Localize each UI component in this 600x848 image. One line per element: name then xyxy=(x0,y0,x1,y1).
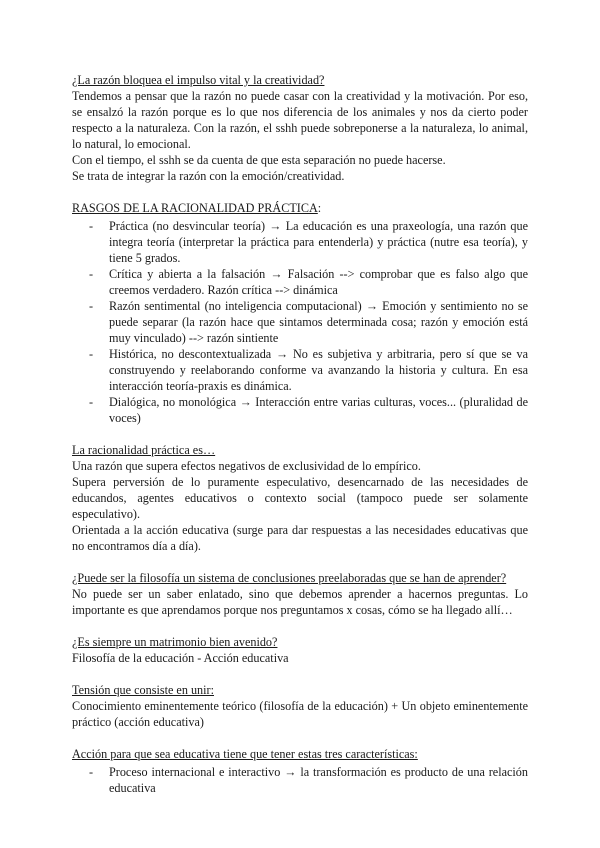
paragraph: Supera perversión de lo puramente especulativo, desencarnado de las necesidades de educandos, agentes educativos o contexto social (tampoco puede ser solamente especulativo). xyxy=(72,475,528,521)
spacer xyxy=(72,426,528,442)
paragraph: Una razón que supera efectos negativos de exclusividad de lo empírico. xyxy=(72,459,421,473)
heading-suffix: : xyxy=(317,201,322,215)
section-heading: Acción para que sea educativa tiene que tener estas tres características: xyxy=(72,747,418,761)
paragraph: Tendemos a pensar que la razón no puede casar con la creatividad y la motivación. Por eso, se ensalzó la razón porque es lo que nos diferencia de los animales y nos da cierto poder respecto a la naturaleza. Con la razón, el sshh puede sobreponerse a la naturaleza, lo animal, lo natural, lo emocional. xyxy=(72,89,528,151)
paragraph: Orientada a la acción educativa (surge para dar respuestas a las necesidades educativas que no encontramos día a día). xyxy=(72,523,528,553)
list-item: - Crítica y abierta a la falsación → Falsación --> comprobar que es falso algo que creemos verdadero. Razón crítica --> dinámica xyxy=(72,266,528,298)
list-item: - Proceso internacional e interactivo → la transformación es producto de una relación educativa xyxy=(72,764,528,796)
spacer xyxy=(72,666,528,682)
list-item: - Práctica (no desvincular teoría) → La educación es una praxeología, una razón que integra teoría (interpretar la práctica para entenderla) y práctica (nutre esa teoría), y tiene 5 grados. xyxy=(72,218,528,266)
section-accion-educativa xyxy=(72,746,528,796)
spacer xyxy=(72,554,528,570)
section-heading: ¿Puede ser la filosofía un sistema de conclusiones preelaboradas que se han de aprender? xyxy=(72,571,507,585)
section-filosofia-sistema xyxy=(72,570,528,618)
rasgos-list xyxy=(72,218,528,426)
paragraph: Conocimiento eminentemente teórico (filosofía de la educación) + Un objeto eminentemente práctico (acción educativa) xyxy=(72,699,528,729)
section-heading: La racionalidad práctica es… xyxy=(72,443,216,457)
section-heading: ¿La razón bloquea el impulso vital y la creatividad? xyxy=(72,73,325,87)
paragraph: Se trata de integrar la razón con la emoción/creatividad. xyxy=(72,169,345,183)
spacer xyxy=(72,618,528,634)
section-heading: Tensión que consiste en unir: xyxy=(72,683,214,697)
list-item: - Histórica, no descontextualizada → No es subjetiva y arbitraria, pero sí que se va construyendo y reelaborando conforme va avanzando la historia y cultura. En esa interacción teoría-praxis es dinámica. xyxy=(72,346,528,394)
section-matrimonio xyxy=(72,634,528,666)
list-item: - Dialógica, no monológica → Interacción entre varias culturas, voces... (pluralidad de voces) xyxy=(72,394,528,426)
heading-text: RASGOS DE LA RACIONALIDAD PRÁCTICA xyxy=(72,201,318,215)
spacer xyxy=(72,730,528,746)
paragraph: Con el tiempo, el sshh se da cuenta de que esta separación no puede hacerse. xyxy=(72,153,446,167)
section-tension xyxy=(72,682,528,730)
section-rasgos xyxy=(72,200,528,426)
caracteristicas-list xyxy=(72,764,528,796)
section-racionalidad-practica xyxy=(72,442,528,554)
paragraph: No puede ser un saber enlatado, sino que debemos aprender a hacernos preguntas. Lo importante es que aprendamos porque nos preguntamos x cosas, cómo se ha llegado allí… xyxy=(72,587,528,617)
paragraph: Filosofía de la educación - Acción educativa xyxy=(72,651,289,665)
section-razon-impulso xyxy=(72,72,528,184)
section-heading: ¿Es siempre un matrimonio bien avenido? xyxy=(72,635,278,649)
spacer xyxy=(72,184,528,200)
list-item: - Razón sentimental (no inteligencia computacional) → Emoción y sentimiento no se puede separar (la razón hace que sintamos determinada cosa; razón y emoción está muy vinculado) --> razón sintiente xyxy=(72,298,528,346)
section-heading xyxy=(72,200,528,216)
